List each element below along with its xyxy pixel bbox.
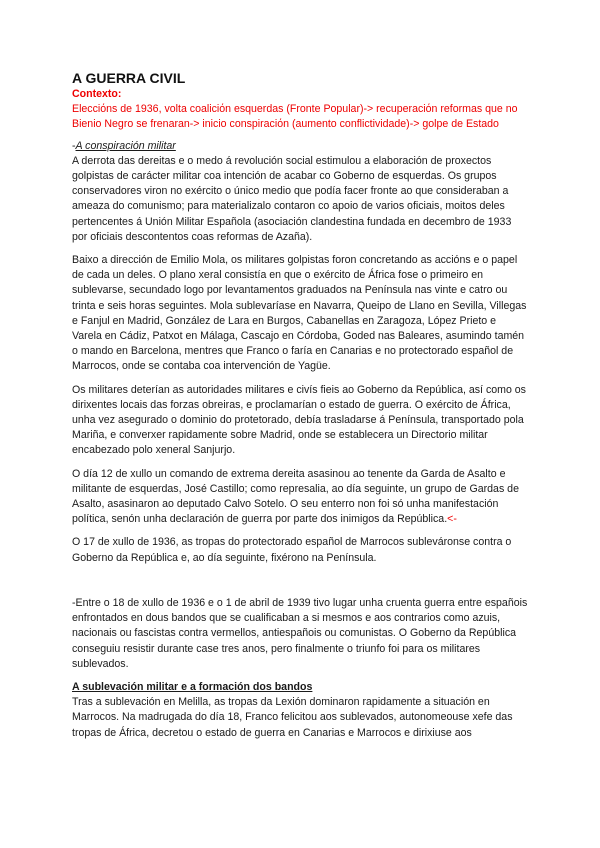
document-page — [72, 70, 528, 749]
spacer — [72, 574, 528, 596]
paragraph-6: -Entre o 18 de xullo de 1936 e o 1 de abril de 1939 tivo lugar unha cruenta guerra entre españois enfrontados en dous bandos que se cualificaban a si mesmos e aos contrarios como azuis, nacionais ou fascistas contra vermellos, antiespañois ou comunistas. O Goberno da República conseguiu resistir durante case tres anos, pero finalmente o triunfo foi para os militares sublevados. — [72, 596, 528, 670]
section-heading-conspiracy — [72, 139, 528, 154]
paragraph-4 — [72, 467, 528, 528]
document-title: A GUERRA CIVIL — [72, 70, 186, 86]
context-text: Elecciόns de 1936, volta coaliciόn esquerdas (Fronte Popular)-> recuperaciόn reformas que no Bienio Negro se frenaran-> inicio conspiraciόn (aumento conflictividade)-> golpe de Estado — [72, 103, 518, 131]
paragraph-7: Tras a sublevación en Melilla, as tropas da Lexión dominaron rapidamente a situación en Marrocos. Na madrugada do día 18, Franco felicitou aos sublevados, autonomeouse xefe das tropas de África, decretou o estado de guerra en Canarias e Marrocos e dirixiuse aos — [72, 696, 513, 739]
paragraph-5: O 17 de xullo de 1936, as tropas do protectorado español de Marrocos subleváronse contra o Goberno da República e, ao día seguinte, fixérono na Península. — [72, 536, 512, 564]
section-heading-text: A conspiración militar — [75, 139, 176, 152]
paragraph-4-arrow: <- — [447, 513, 457, 526]
context-label: Contexto: — [72, 88, 122, 100]
paragraph-4-text: O día 12 de xullo un comando de extrema dereita asasinou ao tenente da Garda de Asalto e militante de esquerdas, José Castillo; como represalia, ao día seguinte, un grupo de Gardas de Asalto, asasinaron ao deputado Calvo Sotelo. O seu enterro non foi só unha manifestación política, senón unha declaración de guerra por parte dos inimigos da República. — [72, 467, 519, 526]
section-heading-prefix: - — [72, 139, 76, 152]
section-heading-uprising: A sublevación militar e a formación dos bandos — [72, 680, 313, 693]
paragraph-3: Os militares deterían as autoridades militares e civís fieis ao Goberno da República, así como os dirixentes locais das forzas obreiras, e proclamarían o estado de guerra. O exército de África, unha vez asegurado o dominio do protetorado, debía trasladarse á Península, transportado pola Mariña, e converxer rapidamente sobre Madrid, onde se establecera un Directorio militar encabezado polo xeneral Sanjurjo. — [72, 383, 526, 457]
paragraph-1: A derrota das dereitas e o medo á revolución social estimulou a elaboración de proxectos golpistas de carácter militar coa intención de acabar co Goberno de esquerdas. Os grupos conservadores viron no exército o único medio que podía facer fronte ao que consideraban a ameaza do comunismo; para materializalo contaron co apoio de varios oficiais, moitos deles pertencentes á Unión Militar Española (asociación clandestina fundada en decembro de 1933 por oficiais descontentos coas reformas de Azaña). — [72, 154, 512, 243]
paragraph-2: Baixo a dirección de Emilio Mola, os militares golpistas foron concretando as accións e o papel de cada un deles. O plano xeral consistía en que o exército de África fose o primeiro en sublevarse, secundado logo por levantamentos graduados na Península nas vinte e catro ou trinta e seis horas seguintes. Mola sublevaríase en Navarra, Queipo de Llano en Sevilla, Villegas e Fanjul en Madrid, González de Lara en Burgos, Cabanellas en Zaragoza, López Prieto e Varela en Cádiz, Patxot en Málaga, Cascajo en Córdoba, Goded nas Baleares, asumindo tamén o mando en Barcelona, mentres que Franco o faría en Canarias e no protectorado español de Marrocos, onde se contaba coa intervención de Yagüe. — [72, 254, 527, 373]
